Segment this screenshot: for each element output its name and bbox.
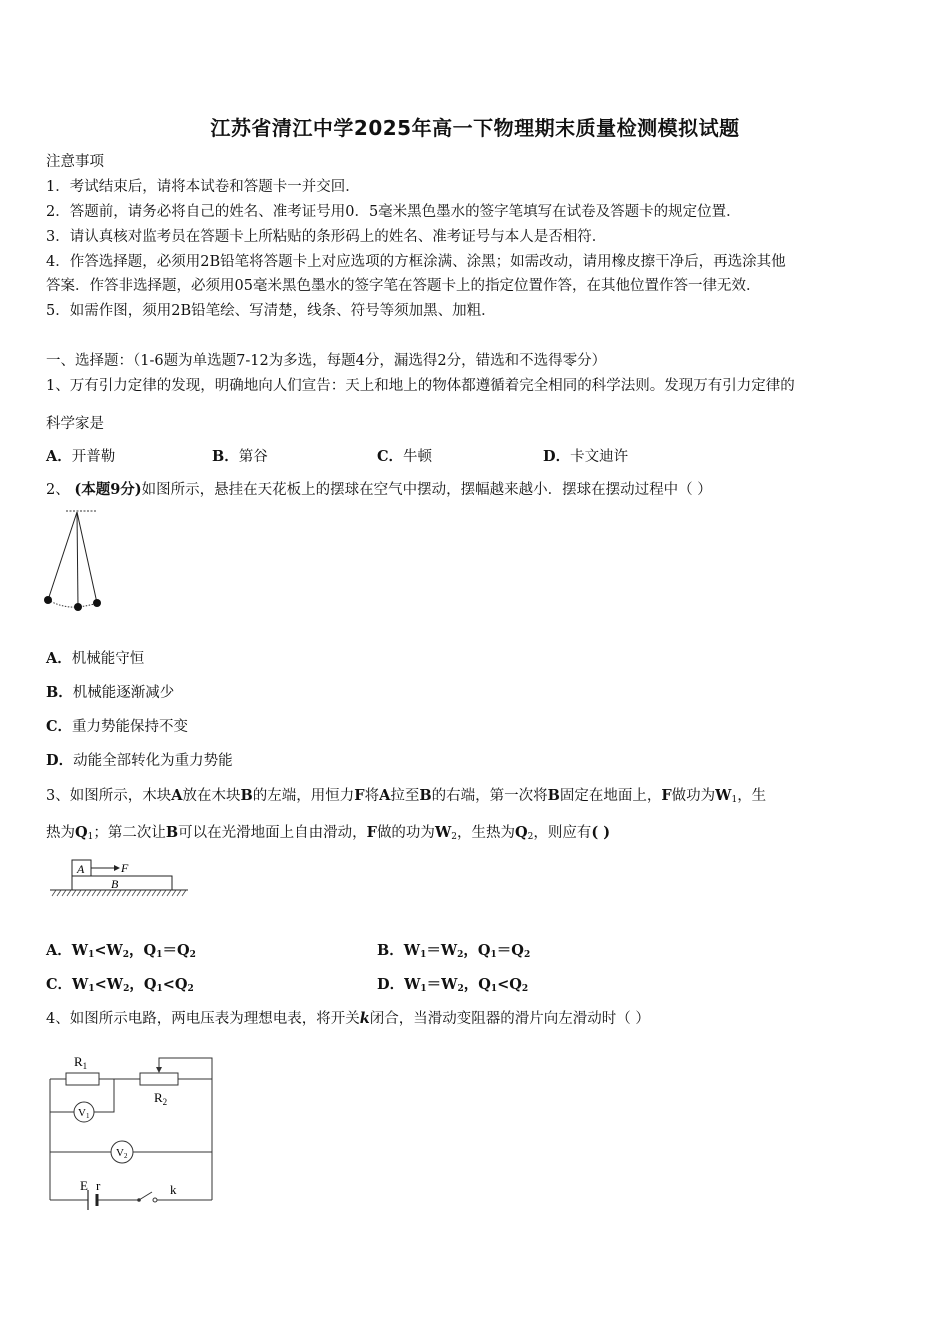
notice-item: 4．作答选择题，必须用2B铅笔将答题卡上对应选项的方框涂满、涂黑；如需改动，请用橡皮擦干净后，再选涂其他 (46, 254, 786, 270)
rheostat-r2 (140, 1073, 178, 1085)
pendulum-ball (93, 599, 101, 607)
r1-label: $R_1$ (74, 1054, 88, 1071)
block-b-label: B (111, 877, 119, 891)
page-title: 江苏省清江中学2025年高一下物理期末质量检测模拟试题 (210, 116, 740, 140)
pendulum-ball (44, 596, 52, 604)
v1-label: V1 (78, 1107, 90, 1120)
force-label: F (121, 861, 129, 875)
notice-item: 3．请认真核对监考员在答题卡上所粘贴的条形码上的姓名、准考证号与本人是否相符． (46, 229, 607, 245)
block-b (72, 876, 172, 890)
swing-arc (48, 600, 97, 607)
pendulum-string (77, 512, 78, 607)
pendulum-ball (74, 603, 82, 611)
switch-contact (153, 1198, 157, 1202)
v2-label: V2 (116, 1147, 128, 1160)
switch-lever (139, 1192, 152, 1200)
q3-option-c: C．$W_1<W_2$，$Q_1<Q_2$ (46, 976, 194, 994)
q1-option-d: D．卡文迪许 (543, 448, 629, 465)
emf-label: E (80, 1178, 88, 1193)
q1-option-a: A．开普勒 (46, 448, 116, 465)
q2-option-d: D．动能全部转化为重力势能 (46, 752, 233, 769)
q3-option-b: B．$W_1=W_2$，$Q_1=Q_2$ (377, 942, 531, 960)
slider-wire (159, 1058, 212, 1079)
r2-label: $R_2$ (154, 1090, 168, 1107)
resistor-r1 (66, 1073, 99, 1085)
block-a-label: A (77, 862, 85, 876)
switch-label: k (170, 1182, 177, 1197)
section-heading: 一、选择题：（1-6题为单选题7-12为多选，每题4分，漏选得2分，错选和不选得零分） (46, 353, 607, 369)
question-1-text: 1、万有引力定律的发现，明确地向人们宣告：天上和地上的物体都遵循着完全相同的科学法则。发现万有引力定律的 (46, 378, 795, 394)
internal-resistance-label: r (96, 1178, 101, 1193)
q2-option-b: B．机械能逐渐减少 (46, 684, 175, 701)
q3-option-d: D．$W_1=W_2$，$Q_1<Q_2$ (377, 976, 529, 994)
circuit-figure (44, 1046, 219, 1216)
notice-item: 5．如需作图，须用2B铅笔绘、写清楚，线条、符号等须加黑、加粗． (46, 303, 496, 319)
force-arrowhead (114, 865, 120, 871)
question-4-text: 4、如图所示电路，两电压表为理想电表，将开关k闭合，当滑动变阻器的滑片向左滑动时（ ） (46, 1010, 650, 1027)
q2-option-a: A．机械能守恒 (46, 650, 145, 667)
block-figure (48, 857, 190, 903)
question-3-text-cont: 热为$Q_1$；第二次让B可以在光滑地面上自由滑动，F做的功为$W_2$，生热为$Q_2$，则应有( ) (46, 824, 611, 842)
q1-option-c: C．牛顿 (377, 448, 433, 465)
question-2-text: 2、 (本题9分)如图所示，悬挂在天花板上的摆球在空气中摆动，摆幅越来越小．摆球在摆动过程中（ ） (46, 481, 712, 498)
ground-hatching (52, 890, 186, 896)
notice-heading: 注意事项 (46, 154, 104, 170)
q2-option-c: C．重力势能保持不变 (46, 718, 189, 735)
switch-pivot (137, 1198, 141, 1202)
pendulum-string (48, 512, 77, 600)
pendulum-figure (40, 508, 110, 618)
notice-item: 答案．作答非选择题，必须用05毫米黑色墨水的签字笔在答题卡上的指定位置作答，在其他位置作答一律无效． (46, 278, 761, 294)
wire (94, 1079, 114, 1112)
slider-arrow (156, 1067, 162, 1073)
notice-item: 2．答题前，请务必将自己的姓名、准考证号用0．5毫米黑色墨水的签字笔填写在试卷及答题卡的规定位置． (46, 204, 741, 220)
question-3-text: 3、如图所示，木块A放在木块B的左端，用恒力F将A拉至B的右端，第一次将B固定在地面上，F做功为$W_1$，生 (46, 787, 767, 805)
pendulum-string (77, 512, 97, 603)
q1-option-b: B．第谷 (212, 448, 268, 465)
notice-item: 1．考试结束后，请将本试卷和答题卡一并交回． (46, 179, 360, 195)
question-1-text-cont: 科学家是 (46, 416, 104, 432)
q3-option-a: A．$W_1<W_2$，$Q_1=Q_2$ (46, 942, 196, 960)
